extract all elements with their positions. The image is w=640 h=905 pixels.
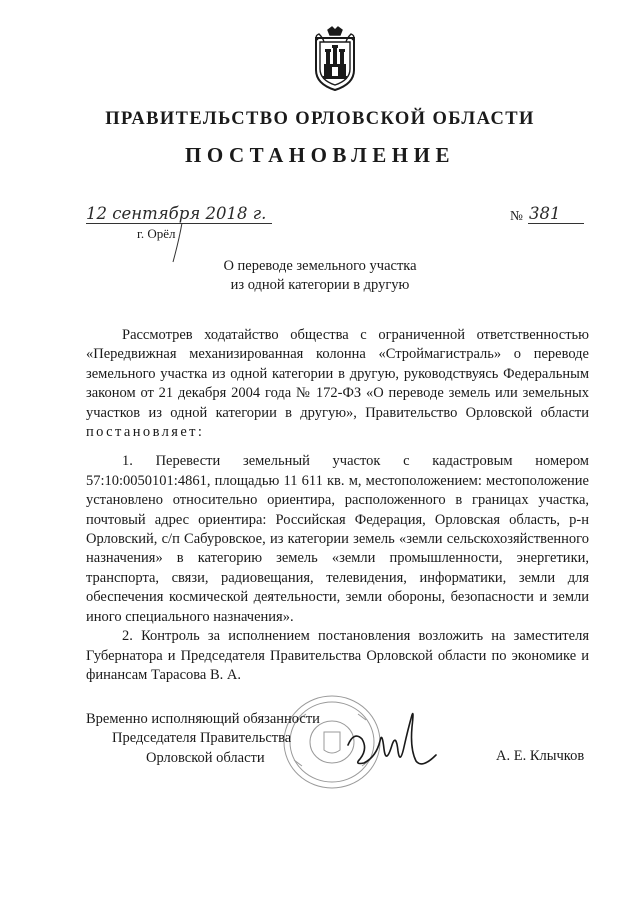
document-type-title: ПОСТАНОВЛЕНИЕ — [185, 143, 455, 167]
organization-title: ПРАВИТЕЛЬСТВО ОРЛОВСКОЙ ОБЛАСТИ — [105, 109, 535, 129]
document-city: г. Орёл — [137, 226, 176, 241]
number-handwritten: 381 — [529, 204, 561, 223]
signatory-name: А. Е. Клычков — [496, 748, 585, 764]
subject-line-1: О переводе земельного участка — [223, 258, 417, 274]
document-body — [86, 326, 589, 685]
number-label: № — [510, 208, 523, 223]
document-subject — [0, 257, 640, 295]
item-2-paragraph: 2. Контроль за исполнением постановления возложить на заместителя Губернатора и Председателя Правительства Орловской области по экономике и финансам Тарасова В. А. — [86, 628, 589, 683]
subject-line-2: из одной категории в другую — [230, 277, 410, 293]
date-handwritten: 12 сентября 2018 г. — [86, 204, 267, 223]
signatory-title — [86, 710, 320, 768]
resolves-word: постановляет: — [86, 424, 205, 441]
handwritten-signature — [342, 705, 442, 773]
preamble-text: Рассмотрев ходатайство общества с ограниченной ответственностью «Передвижная механизированная колонна «Строймагистраль» о переводе земельного участка из одной категории в другую, руководствуясь Федеральным законом от 21 декабря 2004 года № 172-ФЗ «О переводе земель или земельных участков из одной категории в другую», Правительство Орловской области — [86, 327, 589, 421]
coat-of-arms-icon — [310, 26, 360, 92]
signatory-title-line-1: Временно исполняющий обязанности — [86, 711, 320, 727]
signatory-title-line-2: Председателя Правительства — [112, 730, 292, 747]
preamble-paragraph — [86, 326, 589, 442]
signatory-title-line-3: Орловской области — [146, 749, 265, 766]
number-underline — [528, 223, 584, 224]
item-1-paragraph: 1. Перевести земельный участок с кадастровым номером 57:10:0050101:4861, площадью 11 611 кв. м, местоположением: местоположение установлено относительно ориентира, расположенного в границах участка, почтовый адрес ориентира: Российская Федерация, Орловская область, р-н Орловский, с/п Сабуровское, из категории земель «земли сельскохозяйственного назначения» в категорию земель «земли промышленности, энергетики, транспорта, связи, радиовещания, телевидения, информатики, земли для обеспечения космической деятельности, земли обороны, безопасности и земли иного специального назначения». — [86, 453, 589, 625]
document-number — [510, 204, 588, 228]
